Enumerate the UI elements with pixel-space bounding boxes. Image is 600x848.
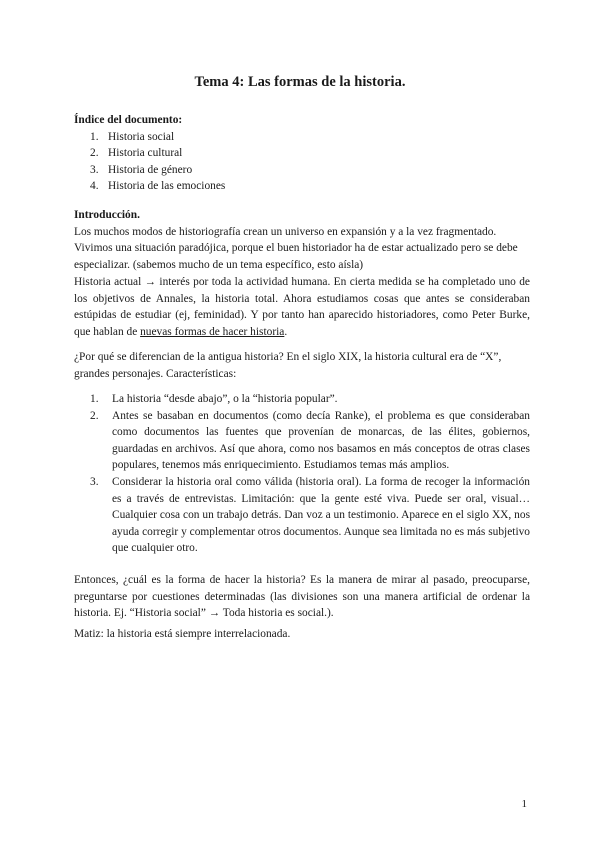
item-number: 1. [90,393,99,405]
item-label: Historia social [108,130,175,143]
item-text: Considerar la historia oral como válida (historia oral). La forma de recoger la información es a través de entrevistas. Limitación: que la gente esté viva. Puede ser oral, visual… Cualquier cosa con un trabajo detrás. Dan voz a un testimonio. Aparece en el siglo XX, nos ayuda corregir y complementar otros documentos. Aunque sea limitada no es más subjetivo que cualquier otro. [112,475,530,555]
item-label: Historia de género [108,163,193,176]
index-heading: Índice del documento: [74,114,183,126]
item-number: 3. [90,163,99,176]
item-number: 2. [90,409,99,422]
paragraph-text: Matiz: la historia está siempre interrelacionada. [74,628,291,640]
item-label: Historia cultural [108,147,183,160]
index-section [74,112,530,195]
item-label: Historia de las emociones [108,180,226,193]
paragraph-text: ¿Por qué se diferencian de la antigua historia? En el siglo XIX, la historia cultural era de “X”, grandes personajes. Características: [74,351,502,380]
list-item [90,178,530,195]
paragraph-nuance [74,626,530,643]
list-item [90,474,530,557]
index-list [74,129,530,195]
paragraph-question [74,349,530,382]
characteristics-list [74,391,530,557]
intro-paragraph: Los muchos modos de historiografía crean un universo en expansión y a la vez fragmentado. Vivimos una situación paradójica, porque el buen historiador ha de estar actualizado pero se debe especializar. (sabemos mucho de un tema específico, esto aísla) [74,225,518,271]
paragraph-end: . [284,325,288,338]
item-number: 3. [90,475,99,488]
list-item [90,162,530,179]
list-item [90,408,530,474]
item-number: 4. [90,180,99,193]
characteristics-section [74,391,530,557]
paragraph-text: Historia actual → interés por toda la actividad humana. En cierta medida se ha completado uno de los objetivos de Annales, la historia total. Ahora estudiamos cosas que antes se consideraban estúpidas de estudiar (ej, feminidad). Y por tanto han aparecido historiadores, como Peter Burke, que hablan de [74,276,530,338]
paragraph-text: Entonces, ¿cuál es la forma de hacer la historia? Es la manera de mirar al pasado, preocuparse, preguntarse por cuestiones determinadas (las divisiones son una manera artificial de ordenar la historia. Ej. “Historia social” → Toda historia es social.). [74,574,530,620]
list-item [90,145,530,162]
list-item [90,391,530,408]
paragraph-conclusion [74,572,530,622]
intro-section [74,207,530,273]
list-item [90,129,530,146]
paragraph-actual [74,274,530,340]
page-title: Tema 4: Las formas de la historia. [194,74,406,90]
item-text: La historia “desde abajo”, o la “historia popular”. [112,393,338,405]
item-number: 1. [90,130,99,143]
page-number: 1 [521,798,527,810]
item-number: 2. [90,147,99,160]
new-forms-link-text: nuevas formas de hacer historia [140,325,285,338]
intro-heading: Introducción. [74,209,140,221]
item-text: Antes se basaban en documentos (como decía Ranke), el problema es que consideraban como documentos las fuentes que provenían de monarcas, de las élites, gobiernos, guardadas en archivos. Así que ahora, como nos basamos en más conceptos de otras clases populares, tenemos más enriquecimiento. Estudiamos temas más amplios. [112,409,530,472]
